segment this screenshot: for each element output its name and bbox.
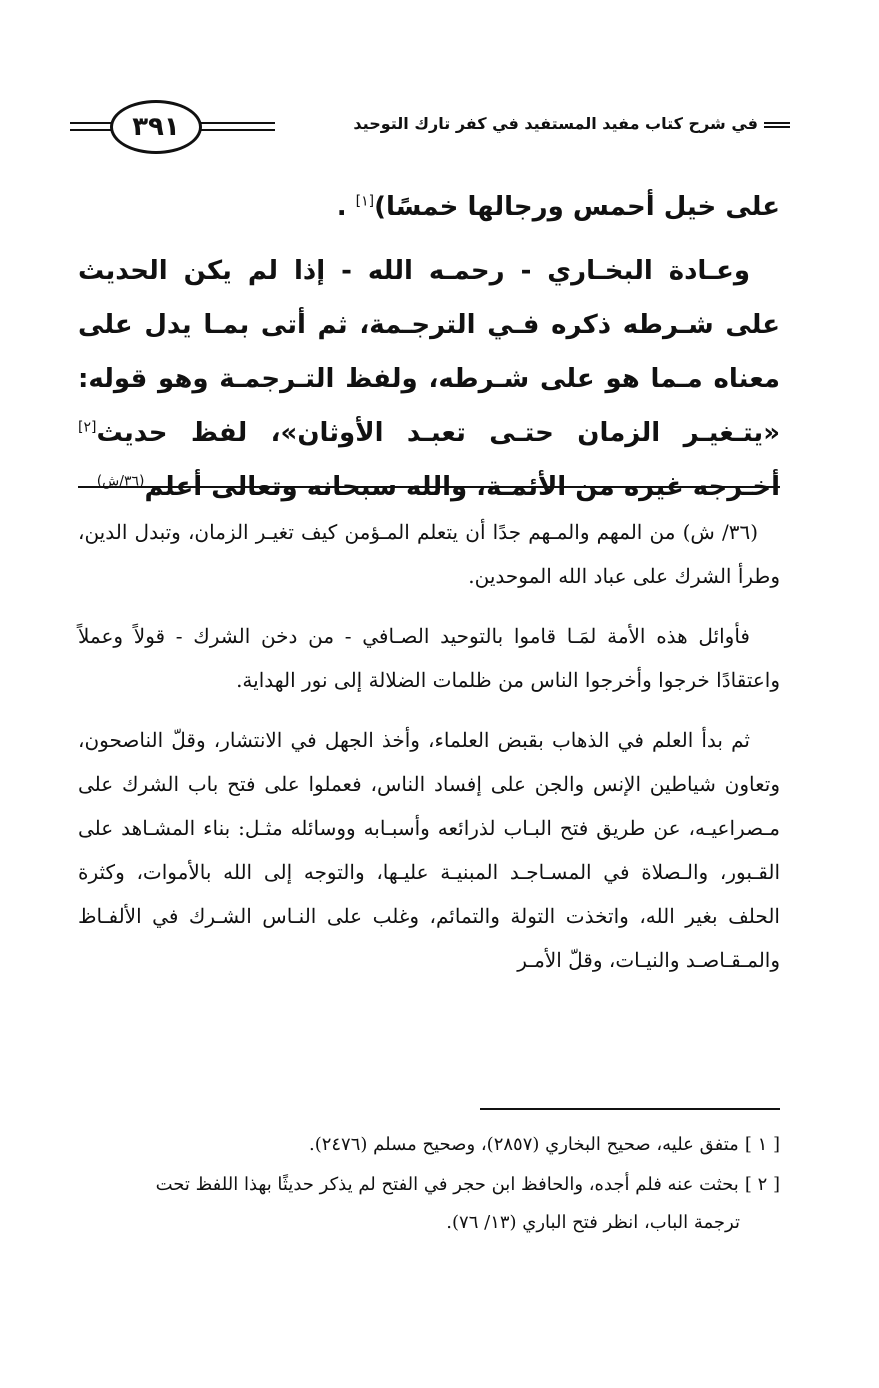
page-number-badge (110, 100, 202, 154)
footnote-2-text: بحثت عنه فلم أجده، والحافظ ابن حجر في الفتح لم يذكر حديثًا بهذا اللفظ تحت (155, 1174, 739, 1195)
main-paragraph-1 (78, 180, 780, 234)
footnote-1-text: متفق عليه، صحيح البخاري (٢٨٥٧)، وصحيح مسلم (٢٤٧٦). (308, 1134, 739, 1155)
main-paragraph-2-end: أخـرجه غيره من الأئمـة، والله سبحانه وتعالى أعلم (144, 472, 780, 502)
commentary-paragraph-3: ثم بدأ العلم في الذهاب بقبض العلماء، وأخذ الجهل في الانتشار، وقلّ الناصحون، وتعاون شياطين الإنس والجن على إفساد الناس، فعملوا على فتح باب الشرك على مـصراعيـه، عن طريق فتح البـاب لذرائعه وأسبـابه ووسائله مثـل: بناء المشـاهد على القـبور، والـصلاة في المسـاجـد المبنيـة عليـها، والتوجه إلى الله بالأموات، وكثرة الحلف بغير الله، واتخذت التولة والتمائم، وغلب على النـاس الشـرك في الألفـاظ والمـقـاصـد والنيـات، وقلّ الأمـر (78, 728, 781, 972)
footnote-ref-2[interactable]: [٢] (78, 419, 97, 436)
page-number: ٣٩١ (132, 112, 180, 142)
running-title-text: في شرح كتاب مفيد المستفيد في كفر تارك التوحيد (353, 114, 758, 133)
footnote-1-number: [ ١ ] (744, 1134, 780, 1155)
main-paragraph-2-text: وعـادة البخـاري - رحمـه الله - إذا لم يكن الحديث على شـرطه ذكره فـي الترجـمة، ثم أتى بمـا يدل على معناه مـما هو على شـرطه، ولفظ التـرجمـة وهو قوله: «يتـغيـر الزمان حتـى تعبـد الأوثان»، لفظ حديث (78, 256, 780, 448)
commentary-paragraph-1: (٣٦/ ش) من المهم والمـهم جدًا أن يتعلم المـؤمن كيف تغيـر الزمان، وتبدل الدين، وطرأ الشرك على عباد الله الموحدين. (78, 520, 780, 588)
commentary (78, 510, 780, 998)
footnote-1 (78, 1126, 780, 1164)
footnote-divider (480, 1108, 780, 1110)
page-header (70, 98, 790, 160)
footnote-2-number: [ ٢ ] (744, 1174, 780, 1195)
commentary-divider (78, 486, 780, 488)
main-text (78, 180, 780, 514)
footnotes (78, 1126, 780, 1244)
main-paragraph-1-end: . (336, 192, 356, 222)
footnote-2 (78, 1166, 780, 1242)
running-title-rule (764, 122, 790, 128)
main-paragraph-1-text: على خيل أحمس ورجالها خمسًا) (374, 192, 780, 222)
commentary-paragraph-2: فأوائل هذه الأمة لمَـا قاموا بالتوحيد الصـافي - من دخن الشرك - قولاً وعملاً واعتقادًا خرجوا وأخرجوا الناس من ظلمات الضلالة إلى نور الهداية. (78, 624, 780, 692)
commentary-ref-36[interactable]: (٣٦/ش) (96, 473, 145, 490)
main-paragraph-2 (78, 244, 780, 514)
running-title (353, 114, 790, 133)
footnote-ref-1[interactable]: [١] (355, 193, 375, 210)
footnote-2-continuation: ترجمة الباب، انظر فتح الباري (١٣/ ٧٦). (446, 1212, 740, 1233)
